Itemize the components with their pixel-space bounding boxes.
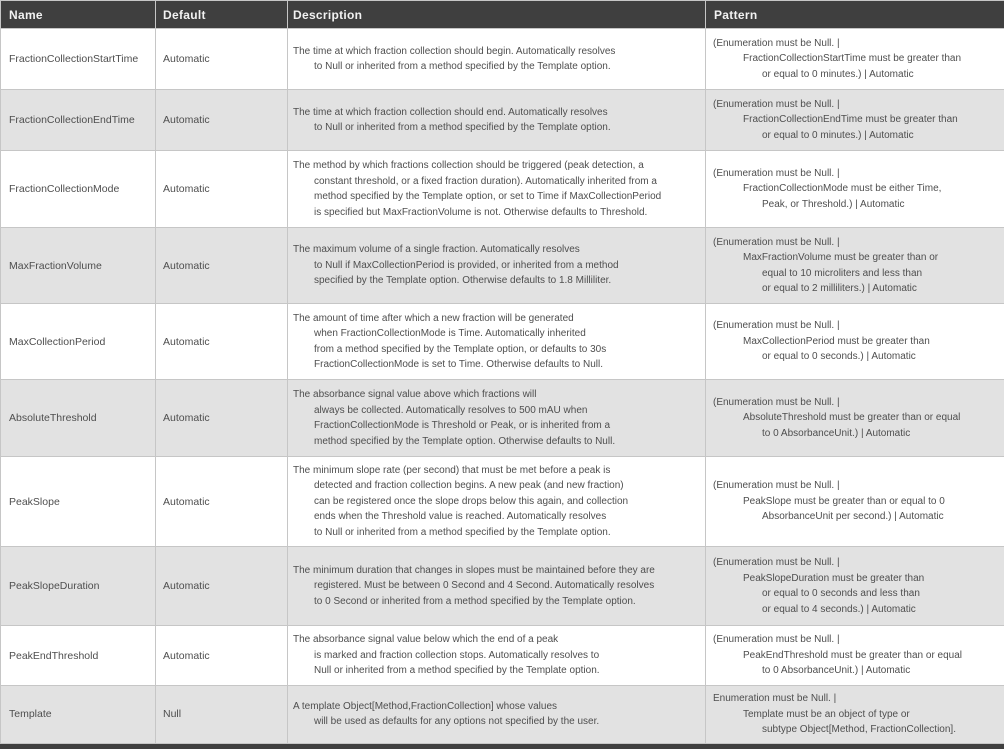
table-row xyxy=(1,547,1004,626)
option-default: Automatic xyxy=(156,90,288,151)
text-line: to 0 Second or inherited from a method specified by the Template option. xyxy=(314,595,636,607)
text-line: PeakEndThreshold must be greater than or equal xyxy=(743,649,963,661)
text-line: FractionCollectionEndTime must be greater than xyxy=(743,114,958,126)
table-row xyxy=(1,380,1004,457)
table-row xyxy=(1,457,1004,547)
option-name: MaxCollectionPeriod xyxy=(1,304,156,380)
text-line: PeakSlope must be greater than or equal to 0 xyxy=(743,495,945,507)
text-line: The amount of time after which a new fraction will be generated xyxy=(293,312,574,324)
option-name: PeakEndThreshold xyxy=(1,626,156,686)
text-line: to 0 AbsorbanceUnit.) | Automatic xyxy=(762,427,911,439)
text-line: The absorbance signal value above which fractions will xyxy=(293,389,537,400)
text-line: The absorbance signal value below which the end of a peak xyxy=(293,634,559,646)
text-line: FractionCollectionMode is Threshold or Peak, or is inherited from a xyxy=(314,420,611,431)
table-row xyxy=(1,29,1004,90)
text-line: or equal to 4 seconds.) | Automatic xyxy=(762,603,916,615)
option-default: Automatic xyxy=(156,228,288,304)
text-line: Enumeration must be Null. | xyxy=(713,693,837,704)
column-header-name: Name xyxy=(1,1,156,29)
table-row xyxy=(1,304,1004,380)
text-line: to Null or inherited from a method specified by the Template option. xyxy=(314,61,611,72)
option-description xyxy=(288,626,706,686)
option-default: Automatic xyxy=(156,626,288,686)
option-pattern xyxy=(706,29,1004,90)
option-pattern xyxy=(706,90,1004,151)
text-line: will be used as defaults for any options not specified by the user. xyxy=(314,716,600,728)
text-line: or equal to 0 minutes.) | Automatic xyxy=(762,68,914,80)
text-line: AbsorbanceUnit per second.) | Automatic xyxy=(762,511,944,523)
option-pattern xyxy=(706,457,1004,547)
text-line: to Null if MaxCollectionPeriod is provided, or inherited from a method xyxy=(314,259,619,271)
text-line: subtype Object[Method, FractionCollection]. xyxy=(762,724,956,735)
text-line: registered. Must be between 0 Second and 4 Second. Automatically resolves xyxy=(314,580,655,592)
option-default: Automatic xyxy=(156,547,288,626)
text-line: or equal to 0 seconds.) | Automatic xyxy=(762,351,916,363)
text-line: method specified by the Template option, or set to Time if MaxCollectionPeriod xyxy=(314,191,662,202)
text-line: (Enumeration must be Null. | xyxy=(713,236,840,248)
table-row xyxy=(1,686,1004,744)
text-line: (Enumeration must be Null. | xyxy=(713,98,840,110)
option-pattern xyxy=(706,228,1004,304)
column-header-pattern: Pattern xyxy=(706,1,1004,29)
table-row xyxy=(1,626,1004,686)
text-line: when FractionCollectionMode is Time. Automatically inherited xyxy=(314,328,586,339)
option-description xyxy=(288,457,706,547)
text-line: PeakSlopeDuration must be greater than xyxy=(743,572,925,584)
option-name: FractionCollectionStartTime xyxy=(1,29,156,90)
option-description xyxy=(288,228,706,304)
text-line: Null or inherited from a method specified by the Template option. xyxy=(314,665,600,677)
table-row xyxy=(1,151,1004,228)
column-header-description: Description xyxy=(288,1,706,29)
text-line: The method by which fractions collection should be triggered (peak detection, a xyxy=(293,160,644,171)
text-line: or equal to 2 milliliters.) | Automatic xyxy=(762,283,917,294)
text-line: (Enumeration must be Null. | xyxy=(713,37,840,49)
text-line: always be collected. Automatically resolves to 500 mAU when xyxy=(314,404,588,416)
text-line: (Enumeration must be Null. | xyxy=(713,320,840,332)
option-pattern xyxy=(706,380,1004,457)
text-line: ends when the Threshold value is reached. Automatically resolves xyxy=(314,511,607,523)
option-description xyxy=(288,29,706,90)
text-line: Template must be an object of type or xyxy=(743,708,910,720)
text-line: (Enumeration must be Null. | xyxy=(713,634,840,646)
text-line: to 0 AbsorbanceUnit.) | Automatic xyxy=(762,665,911,677)
text-line: MaxCollectionPeriod must be greater than xyxy=(743,335,930,347)
option-default: Automatic xyxy=(156,380,288,457)
text-line: constant threshold, or a fixed fraction duration). Automatically inherited from a xyxy=(314,175,657,187)
text-line: or equal to 0 seconds and less than xyxy=(762,588,920,599)
option-name: Template xyxy=(1,686,156,744)
text-line: (Enumeration must be Null. | xyxy=(713,167,840,179)
table-row xyxy=(1,228,1004,304)
option-name: MaxFractionVolume xyxy=(1,228,156,304)
text-line: to Null or inherited from a method specified by the Template option. xyxy=(314,122,611,133)
option-description xyxy=(288,151,706,228)
text-line: to Null or inherited from a method specified by the Template option. xyxy=(314,526,611,538)
text-line: is marked and fraction collection stops. Automatically resolves to xyxy=(314,649,600,661)
option-description xyxy=(288,304,706,380)
text-line: method specified by the Template option. Otherwise defaults to Null. xyxy=(314,435,616,447)
text-line: detected and fraction collection begins. A new peak (and new fraction) xyxy=(314,480,624,492)
text-line: AbsoluteThreshold must be greater than or equal xyxy=(743,412,961,424)
option-name: FractionCollectionEndTime xyxy=(1,90,156,151)
option-pattern xyxy=(706,626,1004,686)
text-line: FractionCollectionMode must be either Time, xyxy=(743,183,942,195)
table-footer-bar xyxy=(0,744,1004,749)
text-line: MaxFractionVolume must be greater than or xyxy=(743,252,939,263)
text-line: The maximum volume of a single fraction. Automatically resolves xyxy=(293,244,580,256)
text-line: Peak, or Threshold.) | Automatic xyxy=(762,198,905,210)
option-description xyxy=(288,380,706,457)
text-line: The minimum slope rate (per second) that must be met before a peak is xyxy=(293,464,611,476)
option-name: PeakSlope xyxy=(1,457,156,547)
option-name: AbsoluteThreshold xyxy=(1,380,156,457)
text-line: (Enumeration must be Null. | xyxy=(713,557,840,568)
option-pattern xyxy=(706,151,1004,228)
option-default: Null xyxy=(156,686,288,744)
text-line: The time at which fraction collection should end. Automatically resolves xyxy=(293,106,608,118)
text-line: is specified but MaxFractionVolume is not. Otherwise defaults to Threshold. xyxy=(314,206,648,218)
table-header-row xyxy=(1,1,1004,29)
option-name: FractionCollectionMode xyxy=(1,151,156,228)
text-line: (Enumeration must be Null. | xyxy=(713,480,840,492)
text-line: specified by the Template option. Otherwise defaults to 1.8 Milliliter. xyxy=(314,275,612,287)
option-description xyxy=(288,547,706,626)
table-row xyxy=(1,90,1004,151)
text-line: The time at which fraction collection should begin. Automatically resolves xyxy=(293,45,616,57)
text-line: or equal to 0 minutes.) | Automatic xyxy=(762,129,914,141)
option-description xyxy=(288,90,706,151)
column-header-default: Default xyxy=(156,1,288,29)
option-default: Automatic xyxy=(156,304,288,380)
option-pattern xyxy=(706,686,1004,744)
text-line: can be registered once the slope drops below this again, and collection xyxy=(314,495,629,507)
option-pattern xyxy=(706,304,1004,380)
text-line: equal to 10 microliters and less than xyxy=(762,267,923,279)
option-name: PeakSlopeDuration xyxy=(1,547,156,626)
option-default: Automatic xyxy=(156,29,288,90)
text-line: FractionCollectionStartTime must be greater than xyxy=(743,53,962,65)
option-pattern xyxy=(706,547,1004,626)
text-line: FractionCollectionMode is set to Time. Otherwise defaults to Null. xyxy=(314,359,604,370)
option-description xyxy=(288,686,706,744)
text-line: (Enumeration must be Null. | xyxy=(713,396,840,408)
option-default: Automatic xyxy=(156,151,288,228)
text-line: from a method specified by the Template option, or defaults to 30s xyxy=(314,343,607,355)
option-default: Automatic xyxy=(156,457,288,547)
text-line: The minimum duration that changes in slopes must be maintained before they are xyxy=(293,564,655,576)
text-line: A template Object[Method,FractionCollection] whose values xyxy=(293,700,558,712)
